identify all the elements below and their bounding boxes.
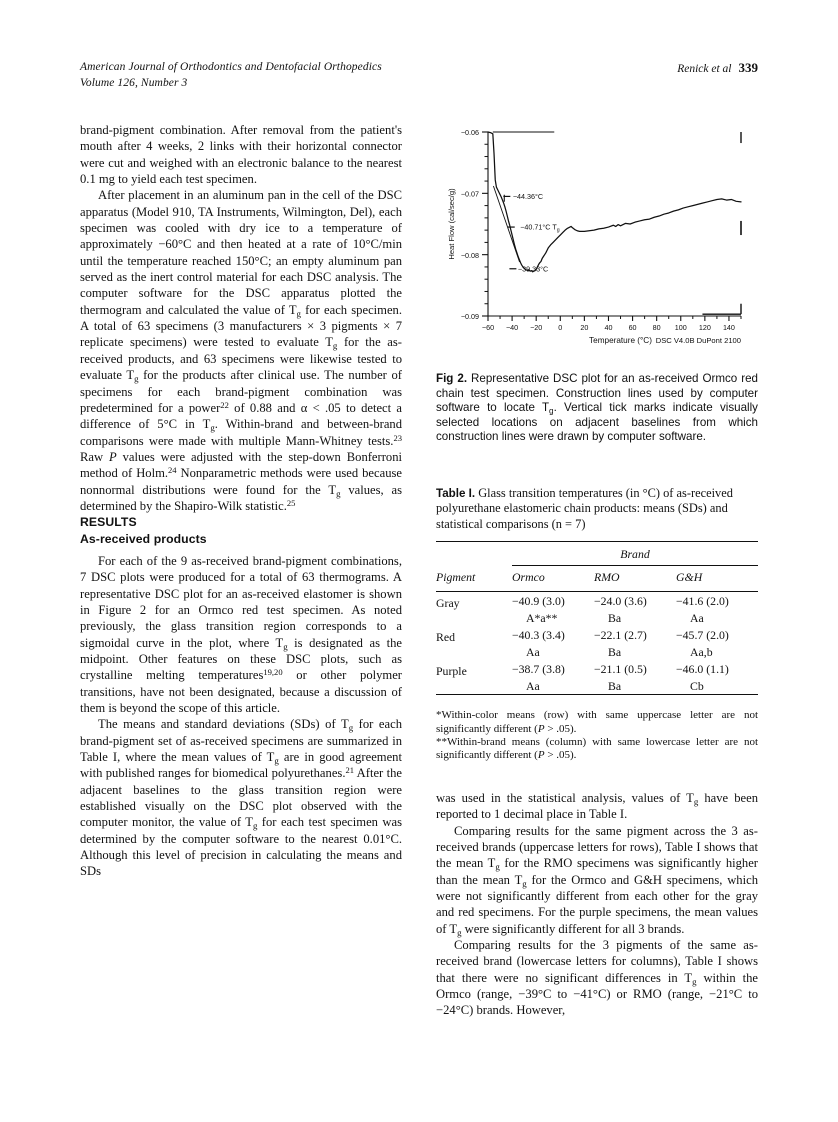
- significance-letter-uppercase: B: [608, 611, 616, 626]
- footnote-text: **Within-brand means (column) with same lowercase letter are not significantly different (: [436, 736, 758, 762]
- paragraph-text: After placement in an aluminum pan in the cell of the DSC apparatus (Model 910, TA Instruments, Wilmington, Del), each specimen was cooled with dry ice to a temperature of approximately −60°C and then heated at a rate of 10°C/min until the temperature reached 150°C; an empty aluminum pan served as the inert control material for each DSC analysis. The computer software for the DSC apparatus plotted the thermogram and calculated the value of T: [80, 188, 402, 317]
- reference-marker: 19,20: [263, 667, 283, 678]
- right-column: [436, 790, 758, 1019]
- table-cell-pigment: Red: [436, 630, 456, 645]
- subscript-g: g: [332, 340, 338, 351]
- section-heading-results: RESULTS: [80, 515, 137, 530]
- table-cell-value: −21.1 (0.5): [594, 662, 647, 677]
- left-column: [80, 122, 402, 880]
- paragraph-text: After the adjacent baselines to the glass transition region were established visually on the DSC plot observed with the computer monitor, the value of T: [80, 766, 402, 830]
- table-cell-value: −40.3 (3.4): [512, 628, 565, 643]
- table-row: [436, 626, 758, 645]
- svg-text:−44.36°C: −44.36°C: [512, 192, 544, 201]
- paragraph-text: for the RMO specimens was significantly higher than the mean T: [436, 856, 758, 887]
- table-row-letters: [436, 645, 758, 660]
- significance-letter-lowercase: a**: [540, 611, 558, 626]
- paragraph-text: for each brand-pigment set of as-received specimens are summarized in Table I, where the mean values of T: [80, 717, 402, 765]
- paragraph-decimal-places: [436, 790, 758, 823]
- svg-text:−60: −60: [481, 323, 495, 332]
- svg-text:Temperature (°C): Temperature (°C): [589, 336, 652, 345]
- significance-letter-uppercase: A: [526, 645, 535, 660]
- table-label: Table I.: [436, 487, 476, 500]
- table-body: [436, 592, 758, 695]
- subscript-g: g: [296, 308, 301, 319]
- svg-text:0: 0: [558, 323, 563, 332]
- table-cell-value: −24.0 (3.6): [594, 594, 647, 609]
- table-1: [436, 486, 758, 763]
- paragraph-text: values were adjusted with the step-down Bonferroni method of Holm.: [80, 449, 403, 481]
- significance-letter-uppercase: A: [690, 645, 699, 660]
- subscript-g: g: [134, 373, 139, 384]
- paragraph-text: Raw: [80, 449, 109, 464]
- paragraph-text: were significantly different for all 3 brands.: [461, 921, 685, 936]
- glass-transition-table: [436, 541, 758, 701]
- table-cell-significance-letters: [512, 611, 594, 626]
- table-cell-significance-letters: [676, 679, 758, 695]
- subscript-g: g: [457, 927, 462, 938]
- svg-text:60: 60: [628, 323, 637, 332]
- paragraph-text: Nonparametric methods were used because nonnormal distributions were found for the T: [80, 466, 402, 497]
- paragraph-text: of 0.88 and α < .05 to detect a difference of 5°C in T: [80, 400, 402, 432]
- spacer-cell: [436, 645, 512, 660]
- table-row: [436, 660, 758, 679]
- significance-letter-uppercase: C: [690, 679, 698, 694]
- paragraph-text: for the as-received products, and 63 specimens were likewise tested to evaluate T: [80, 335, 402, 383]
- significance-letter-uppercase: B: [608, 679, 616, 694]
- reference-marker: 24: [168, 465, 177, 476]
- paragraph-text: are in good agreement with published ranges for biomedical polyurethanes.: [80, 750, 402, 781]
- table-caption-text: Glass transition temperatures (in °C) of as-received polyurethane elastomeric chain products: means (SDs) and statistical comparisons (n = 7): [436, 486, 733, 531]
- paragraph-text: was used in the statistical analysis, values of T: [436, 791, 694, 805]
- dsc-thermogram-svg: [436, 120, 758, 358]
- reference-marker: 25: [286, 498, 296, 509]
- spacer-cell: [436, 611, 512, 626]
- paragraph-within-brand: [436, 937, 758, 1019]
- table-cell-value: −22.1 (2.7): [594, 628, 647, 643]
- paragraph-text: brand-pigment combination. After removal from the patient's mouth after 4 weeks, 2 links with their horizontal connector were cut and weighed with an electronic balance to the nearest 0.1 mg to yield each test specimen.: [80, 123, 402, 187]
- paragraph-text: within the Ormco (range, −39°C to −41°C) or RMO (range, −21°C to −24°C) brands. However,: [436, 970, 758, 1018]
- column-header-rmo: RMO: [594, 570, 620, 585]
- significance-letter-lowercase: a: [534, 679, 540, 694]
- paragraph-text: values, as determined by the Shapiro-Wilk statistic.: [80, 482, 402, 513]
- table-cell-pigment: Gray: [436, 596, 460, 611]
- page-number: 339: [738, 60, 758, 75]
- significance-letter-lowercase: a: [615, 679, 622, 694]
- paragraph-text: For each of the 9 as-received brand-pigment combinations, 7 DSC plots were produced for a total of 63 thermograms. A representative DSC plot for an as-received elastomer is shown in Figure 2 for an Ormco red test specimen. As noted previously, the glass transition region corresponds to a sigmoidal curve in the plot, where T: [80, 553, 402, 650]
- table-row-letters: [436, 679, 758, 695]
- table-cell-value: −40.9 (3.0): [512, 594, 565, 609]
- subscript-g: g: [210, 422, 215, 433]
- figure-2: [436, 120, 758, 445]
- svg-text:DSC V4.0B DuPont 2100: DSC V4.0B DuPont 2100: [655, 336, 741, 345]
- significance-letter-uppercase: A*: [526, 611, 541, 626]
- footnote-text: *Within-color means (row) with same uppercase letter are not significantly different (: [436, 709, 758, 735]
- table-group-header-row: [436, 542, 758, 564]
- table-cell-significance-letters: [512, 645, 594, 660]
- italic-p: P: [537, 749, 545, 762]
- paragraph-text: is designated as the midpoint. Other features on these DSC plots, such as crystalline melting temperatures: [80, 635, 402, 683]
- table-caption: [436, 486, 758, 532]
- table-footnote-1: [436, 709, 758, 736]
- journal-title: American Journal of Orthodontics and Dentofacial Orthopedics: [80, 61, 382, 73]
- significance-letter-uppercase: A: [526, 679, 535, 694]
- table-cell-significance-letters: [676, 645, 758, 660]
- svg-text:−40: −40: [505, 323, 519, 332]
- running-head-journal-block: [80, 60, 382, 91]
- italic-p: P: [108, 449, 117, 464]
- svg-text:−0.09: −0.09: [460, 312, 479, 322]
- svg-text:120: 120: [698, 323, 711, 332]
- significance-letter-lowercase: a: [534, 645, 540, 660]
- paragraph-text: for each test specimen was determined by the computer software to the nearest 0.01°C. Although this level of precision in calculating the means and SDs: [80, 815, 402, 879]
- table-cell-significance-letters: [594, 679, 676, 695]
- svg-text:40: 40: [604, 323, 613, 332]
- subscript-g: g: [274, 755, 279, 766]
- running-head-authors-block: [677, 60, 758, 76]
- figure-caption-text: Representative DSC plot for an as-received Ormco red chain test specimen. Construction lines used by computer software to locate T: [436, 372, 758, 415]
- paragraph-text: for the products after clinical use. The number of specimens for each brand-pigment combination was predetermined for a power: [80, 368, 402, 415]
- svg-text:−0.08: −0.08: [460, 250, 479, 260]
- italic-p: P: [537, 722, 545, 735]
- subscript-g: g: [348, 722, 354, 733]
- svg-text:Heat Flow (cal/sec/g): Heat Flow (cal/sec/g): [447, 188, 456, 260]
- paragraph-text: . Within-brand and between-brand comparisons were made with multiple Mann-Whitney tests.: [80, 417, 402, 448]
- paragraph-means-sds: [80, 716, 402, 879]
- figure-caption-text: . Vertical tick marks indicate visually selected locations on adjacent baselines from which construction lines were drawn by computer software.: [436, 401, 758, 444]
- table-footnotes: [436, 709, 758, 763]
- subscript-g: g: [336, 488, 341, 499]
- column-header-pigment: Pigment: [436, 569, 476, 584]
- svg-text:−39.33°C: −39.33°C: [517, 264, 549, 274]
- subscript-g: g: [283, 641, 288, 652]
- table-row: [436, 592, 758, 612]
- significance-letter-lowercase: a: [615, 645, 622, 660]
- paragraph-text: for each specimen. A total of 63 specimens (3 manufacturers × 3 pigments × 7 replicate specimens) were tested to evaluate T: [80, 302, 402, 350]
- dsc-chart: [436, 120, 758, 358]
- running-head: [80, 60, 758, 94]
- paragraph-text: The means and standard deviations (SDs) of T: [98, 717, 349, 732]
- significance-letter-lowercase: a,b: [698, 645, 713, 660]
- table-cell-significance-letters: [512, 679, 594, 695]
- table-column-headers: [436, 566, 758, 592]
- svg-text:140: 140: [722, 323, 735, 332]
- subscript-g: g: [692, 976, 697, 987]
- subscript-g: g: [549, 406, 554, 416]
- significance-letter-lowercase: a: [698, 611, 704, 626]
- table-cell-value: −45.7 (2.0): [676, 628, 729, 643]
- footnote-text: > .05).: [544, 749, 577, 762]
- paragraph-continuation: [80, 122, 402, 187]
- reference-marker: 21: [345, 765, 355, 776]
- figure-label: Fig 2.: [436, 372, 468, 385]
- svg-text:−20: −20: [530, 323, 543, 332]
- table-cell-pigment: Purple: [436, 664, 467, 679]
- significance-letter-uppercase: B: [608, 645, 616, 660]
- significance-letter-uppercase: A: [690, 611, 699, 626]
- running-head-authors: Renick et al: [677, 63, 732, 75]
- svg-text:−0.07: −0.07: [460, 189, 479, 199]
- paragraph-across-brands: [436, 823, 758, 937]
- reference-marker: 23: [393, 432, 402, 443]
- table-group-header-brand: Brand: [620, 547, 650, 562]
- table-cell-significance-letters: [594, 611, 676, 626]
- paragraph-text: Comparing results for the same pigment across the 3 as-received brands (uppercase letters for rows), Table I shows that the mean T: [436, 823, 758, 871]
- paragraph-dsc-method: [80, 187, 402, 514]
- paragraph-text: or other polymer transitions, have not been designated, because a discussion of them is beyond the scope of this article.: [80, 668, 403, 716]
- table-cell-significance-letters: [676, 611, 758, 626]
- footnote-text: > .05).: [544, 722, 577, 735]
- svg-text:100: 100: [674, 323, 687, 332]
- paragraph-results-overview: [80, 553, 402, 716]
- subscript-g: g: [693, 796, 699, 807]
- svg-text:−40.71°C Tg: −40.71°C $T_g$: [520, 222, 560, 234]
- spacer-cell: [436, 679, 512, 695]
- column-header-gh: G&H: [676, 570, 703, 585]
- subscript-g: g: [495, 861, 500, 872]
- subscript-g: g: [252, 820, 258, 831]
- svg-text:80: 80: [652, 323, 661, 332]
- table-bottom-rule: [436, 695, 758, 702]
- spacer-cell: [436, 542, 512, 564]
- figure-caption: [436, 372, 758, 445]
- svg-text:−0.06: −0.06: [460, 128, 479, 138]
- table-cell-value: −46.0 (1.1): [676, 662, 729, 677]
- significance-letter-lowercase: a: [615, 611, 622, 626]
- svg-text:20: 20: [580, 323, 589, 332]
- table-row-letters: [436, 611, 758, 626]
- paragraph-text: for the Ormco and G&H specimens, which were not significantly different from each other for the gray and red specimens. For the purple specimens, the mean values of T: [436, 872, 758, 936]
- column-header-ormco: Ormco: [512, 570, 545, 585]
- reference-marker: 22: [220, 400, 229, 410]
- table-cell-value: −41.6 (2.0): [676, 594, 729, 609]
- subsection-heading-as-received: As-received products: [80, 531, 207, 546]
- journal-volume: Volume 126, Number 3: [80, 76, 188, 89]
- table-cell-significance-letters: [594, 645, 676, 660]
- paragraph-text: have been reported to 1 decimal place in Table I.: [436, 791, 758, 822]
- subscript-g: g: [522, 878, 527, 889]
- paragraph-text: Comparing results for the 3 pigments of the same as-received brand (lowercase letters for columns), Table I shows that there were no significant differences in T: [436, 938, 758, 985]
- significance-letter-lowercase: b: [697, 679, 704, 694]
- table-cell-value: −38.7 (3.8): [512, 662, 565, 677]
- table-footnote-2: [436, 736, 758, 763]
